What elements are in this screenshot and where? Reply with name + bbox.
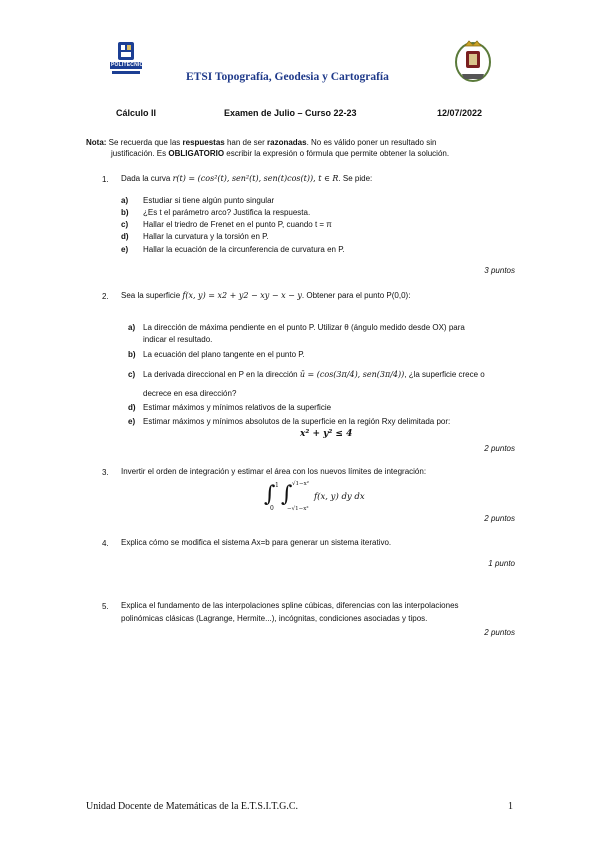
q3-text: Invertir el orden de integración y estimar el área con los nuevos límites de integración: [121,467,427,476]
note-part1: Se recuerda que las [106,138,183,147]
q2-item-a-cont [143,335,212,345]
page-number: 1 [508,801,513,812]
q2-e-text: Estimar máximos y mínimos absolutos de la superficie en la región Rxy delimitada por: [143,417,451,426]
q1-formula: r(t) = (cos²(t), sen²(t), sen(t)cos(t)), t ∈ R [172,174,339,183]
logo-left-text: POLITÉCNICA [111,62,148,68]
note-bold3: OBLIGATORIO [168,149,225,158]
q2-c-line [143,370,485,380]
q2-b-text: La ecuación del plano tangente en el punto P. [143,350,305,359]
q1-item-text: Hallar la ecuación de la circunferencia de curvatura en P. [143,245,345,254]
q2-e-formula: x² + y² ≤ 4 [300,429,353,439]
q3-integral [264,480,394,516]
q2-formula: f(x, y) = x2 + y2 − xy − x − y [182,291,302,300]
q1-item-text: ¿Es t el parámetro arco? Justifica la respuesta. [143,208,311,217]
q1-intro-a: Dada la curva [121,174,173,183]
q2-c-text-b: , ¿la superficie crece o [404,370,485,379]
q1-intro-b: . Se pide: [338,174,373,183]
q3-points: 2 puntos [484,514,515,523]
q5-line1: Explica el fundamento de las interpolaciones spline cúbicas, diferencias con las interpolaciones [121,601,459,610]
q2-a-letter: a) [128,323,136,332]
note-part2: han de ser [224,138,267,147]
q1-item-letter: d) [121,232,129,241]
q2-d-text: Estimar máximos y mínimos relativos de la superficie [143,403,332,412]
upm-logo [108,40,148,80]
q5-line2: polinómicas clásicas (Lagrange, Hermite...), incógnitas, condiciones asociadas y tipos. [121,614,428,623]
note-part3: . No es válido poner un resultado sin [306,138,437,147]
outer-integral-sign: ∫ [264,482,276,507]
q2-c-formula: ū = (cos(3π/4), sen(3π/4)) [299,370,405,379]
note-line1 [86,138,436,147]
q1-item-text: Hallar el triedro de Frenet en el punto P, cuando t = π [143,220,332,229]
q1-item-letter: b) [121,208,129,217]
exam-date: 12/07/2022 [437,108,483,118]
outer-lower-limit: 0 [270,505,274,512]
q5-points: 2 puntos [484,628,515,637]
q1-item-letter: a) [121,196,129,205]
q2-intro [121,291,410,300]
q2-intro-b: . Obtener para el punto P(0,0): [301,291,411,300]
note-bold1: respuestas [182,138,225,147]
q4-text: Explica cómo se modifica el sistema Ax=b para generar un sistema iterativo. [121,538,392,547]
note-label: Nota: [86,138,107,147]
q2-c-text-a: La derivada direccional en P en la dirección [143,370,300,379]
q4-points: 1 punto [488,559,515,568]
outer-upper-limit: 1 [275,482,279,489]
q4-number: 4. [102,539,109,548]
course-name: Cálculo II [116,108,157,118]
q1-item-text: Estudiar si tiene algún punto singular [143,196,275,205]
q2-number: 2. [102,292,109,301]
q2-c-line2: decrece en esa dirección? [143,389,237,398]
q2-d-letter: d) [128,403,136,412]
q2-a-line1: La dirección de máxima pendiente en el punto P. Utilizar θ (ángulo medido desde OX) para [143,323,465,332]
school-crest-icon [452,38,494,84]
q1-item-letter: e) [121,245,129,254]
q2-e-letter: e) [128,417,136,426]
note-line2a: justificación. Es [111,149,169,158]
q5-number: 5. [102,602,109,611]
page-title: ETSI Topografía, Geodesia y Cartografía [186,71,389,83]
q1-number: 1. [102,175,109,184]
q1-intro [121,174,372,183]
q1-points: 3 puntos [484,266,515,275]
note-bold2: razonadas [267,138,307,147]
q2-points: 2 puntos [484,444,515,453]
q2-b-letter: b) [128,350,136,359]
q2-c-letter: c) [128,370,136,379]
footer-text: Unidad Docente de Matemáticas de la E.T.S.I.T.G.C. [86,801,299,812]
q3-number: 3. [102,468,109,477]
q2-item-c-cont [143,389,236,399]
note-line2b: escribir la expresión o fórmula que permite obtener la solución. [224,149,450,158]
note-line2 [111,149,449,158]
inner-upper-limit: √1−x² [292,481,309,487]
inner-lower-limit: −√1−x² [287,506,309,512]
q1-item-letter: c) [121,220,129,229]
integrand: f(x, y) dy dx [314,492,365,502]
q1-item-text: Hallar la curvatura y la torsión en P. [143,232,269,241]
exam-name: Examen de Julio – Curso 22-23 [224,108,357,118]
q2-intro-a: Sea la superficie [121,291,183,300]
inner-integral-sign: ∫ [281,482,293,507]
q2-a-line2: indicar el resultado. [143,335,213,344]
